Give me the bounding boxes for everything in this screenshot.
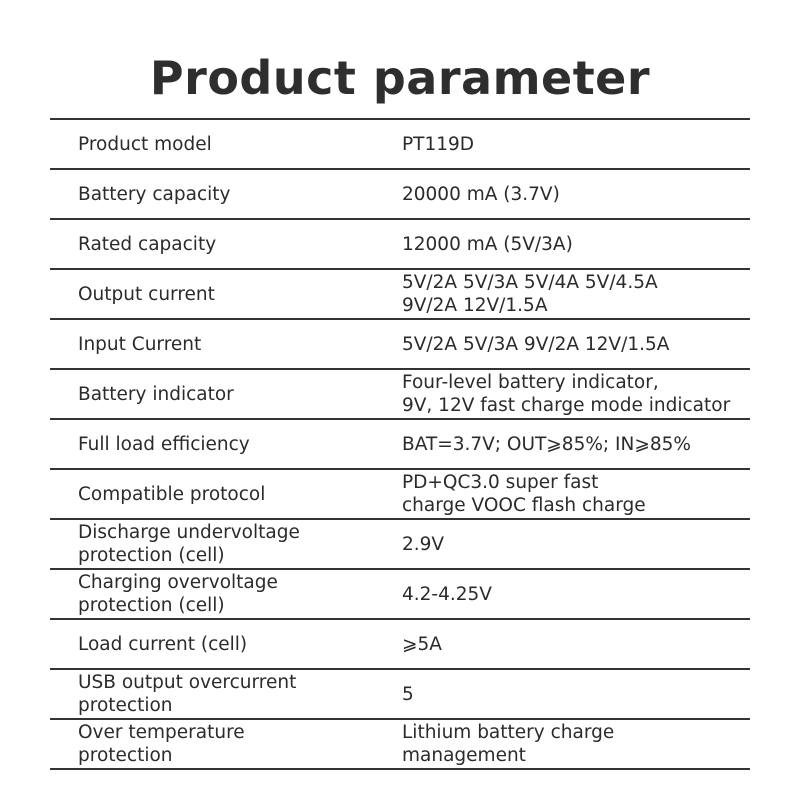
table-row-charging-overvoltage [50,570,750,620]
table-row-product-model [50,120,750,170]
row-label: Compatible protocol [78,483,266,505]
row-label: Output current [78,283,215,305]
table-row-battery-indicator [50,370,750,420]
table-row-usb-overcurrent [50,670,750,720]
row-label: Battery indicator [78,383,234,405]
row-label: Discharge undervoltage protection (cell) [78,522,300,566]
table-row-rated-capacity [50,220,750,270]
row-label: Charging overvoltage protection (cell) [78,572,278,616]
table-row-over-temperature [50,720,750,770]
row-label: Input Current [78,333,202,355]
table-row-full-load-efficiency [50,420,750,470]
row-value: Four-level battery indicator, 9V, 12V fast charge mode indicator [402,372,731,416]
row-label: Load current (cell) [78,633,248,655]
table-row-output-current [50,270,750,320]
row-value: PD+QC3.0 super fast charge VOOC flash charge [402,472,646,516]
table-row-compatible-protocol [50,470,750,520]
row-label: Rated capacity [78,233,217,255]
row-label: USB output overcurrent protection [78,672,297,716]
table-row-battery-capacity [50,170,750,220]
row-value: 5V/2A 5V/3A 5V/4A 5V/4.5A 9V/2A 12V/1.5A [402,272,658,316]
table-row-input-current [50,320,750,370]
row-label: Over temperature protection [78,722,245,766]
page-title: Product parameter [149,51,651,105]
table-row-load-current [50,620,750,670]
row-value: 5V/2A 5V/3A 9V/2A 12V/1.5A [402,333,670,355]
row-label: Battery capacity [78,183,231,205]
row-value: 5 [402,683,414,705]
row-value: ⩾5A [402,633,442,655]
row-value: 20000 mA (3.7V) [402,183,560,205]
row-label: Full load efficiency [78,433,250,455]
table-row-discharge-undervoltage [50,520,750,570]
row-value: 4.2-4.25V [402,583,492,605]
parameter-table [50,118,750,770]
row-value: PT119D [402,133,475,155]
row-value: BAT=3.7V; OUT⩾85%; IN⩾85% [402,433,691,455]
row-value: Lithium battery charge management [402,722,615,766]
row-value: 12000 mA (5V/3A) [402,233,573,255]
row-label: Product model [78,133,212,155]
row-value: 2.9V [402,533,445,555]
